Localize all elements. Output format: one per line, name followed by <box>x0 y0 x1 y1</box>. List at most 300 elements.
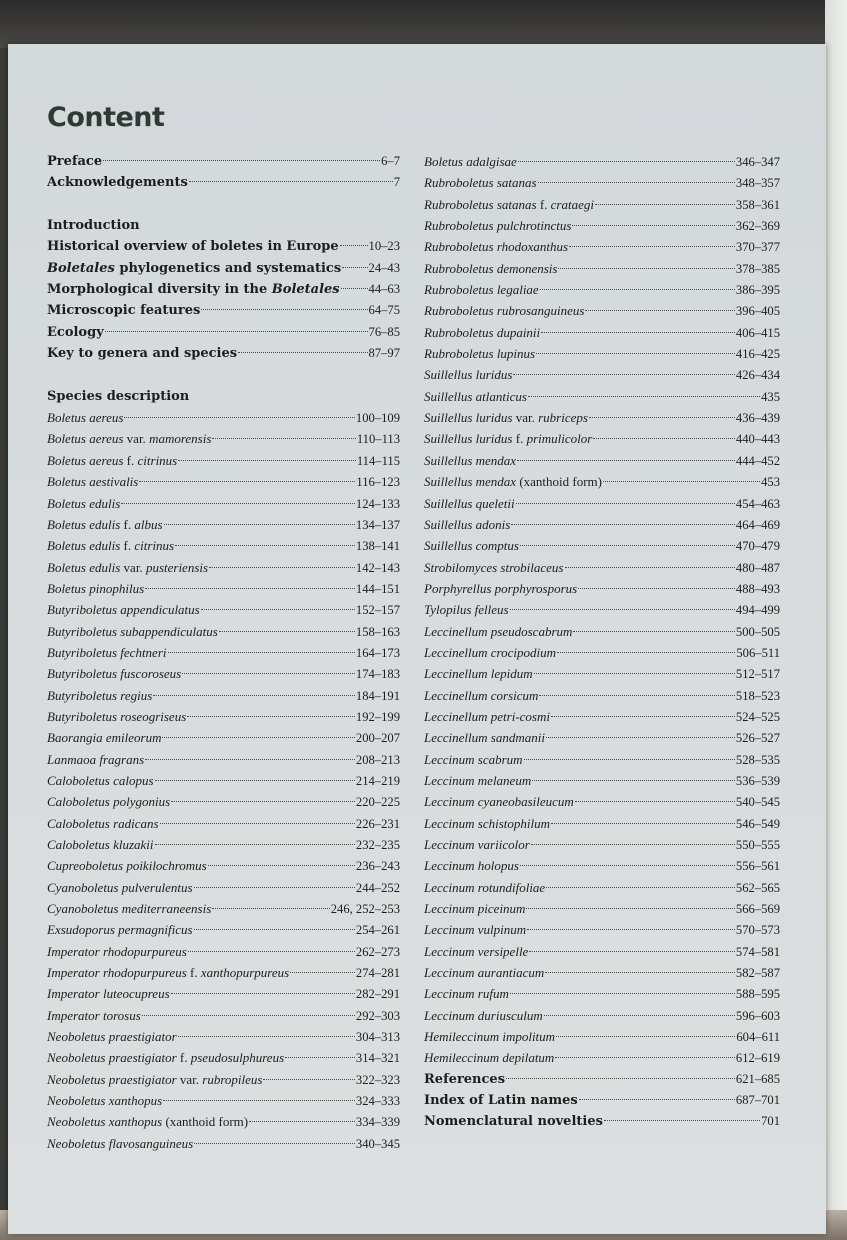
species-name: Introduction <box>47 218 140 234</box>
species-name: Leccinum piceinum <box>424 901 526 917</box>
page-range: 550–555 <box>735 838 780 852</box>
toc-entry[interactable] <box>47 855 400 876</box>
page-range: 262–273 <box>355 944 400 959</box>
toc-entry[interactable] <box>424 813 780 834</box>
species-name: Suillellus comptus <box>424 538 519 554</box>
toc-entry[interactable] <box>47 493 400 514</box>
rank-qualifier: (xanthoid form) <box>162 1114 249 1130</box>
species-name: Strobilomyces strobilaceus <box>424 559 564 575</box>
toc-entry[interactable] <box>424 983 780 1004</box>
toc-entry-title <box>424 407 588 428</box>
dot-leader <box>593 438 735 439</box>
toc-entry[interactable] <box>47 172 400 193</box>
toc-entry[interactable] <box>47 1111 400 1132</box>
page-range: 621–685 <box>735 1071 780 1086</box>
toc-entry[interactable] <box>47 236 400 257</box>
page-range: 346–347 <box>735 155 780 169</box>
toc-entry-title <box>47 535 174 556</box>
dot-leader <box>513 374 734 375</box>
toc-entry[interactable] <box>424 343 780 364</box>
infraspecific-name: mamorensis <box>149 431 212 447</box>
toc-entry[interactable] <box>47 1090 400 1111</box>
toc-entry[interactable] <box>424 386 780 407</box>
page-range: 184–191 <box>355 688 400 703</box>
toc-entry[interactable] <box>47 450 400 471</box>
dot-leader <box>524 759 735 760</box>
species-name: Rubroboletus demonensis <box>424 260 558 276</box>
species-name: Leccinellum corsicum <box>424 687 539 703</box>
infraspecific-name: rubropileus <box>202 1071 263 1087</box>
infraspecific-name: citrinus <box>137 452 178 468</box>
dot-leader <box>546 887 735 888</box>
toc-entry[interactable] <box>47 514 400 535</box>
page-range: 562–565 <box>735 880 780 895</box>
toc-entry[interactable] <box>47 983 400 1004</box>
species-name: Boletus edulis <box>47 559 121 575</box>
toc-entry[interactable] <box>47 428 400 449</box>
toc-entry[interactable] <box>424 621 780 642</box>
toc-spacer <box>47 194 400 215</box>
dot-leader <box>164 524 355 525</box>
toc-section-heading <box>47 215 400 236</box>
toc-entry[interactable] <box>424 791 780 812</box>
page-range: 152–157 <box>355 603 400 618</box>
toc-entry[interactable] <box>424 962 780 983</box>
toc-entry[interactable] <box>424 834 780 855</box>
toc-entry-title <box>47 1090 162 1111</box>
page-range: 596–603 <box>735 1008 780 1023</box>
page-range: 322–323 <box>355 1072 400 1087</box>
page-range: 386–395 <box>735 283 780 298</box>
toc-entry-title <box>47 1026 177 1047</box>
species-name: Neoboletus praestigiator <box>47 1071 177 1087</box>
toc-entry[interactable] <box>47 941 400 962</box>
toc-entry[interactable] <box>424 877 780 898</box>
dot-leader <box>551 716 735 717</box>
toc-entry[interactable] <box>47 663 400 684</box>
species-name: Tylopilus felleus <box>424 602 509 618</box>
toc-entry[interactable] <box>424 770 780 791</box>
page-range: 370–377 <box>735 240 780 255</box>
toc-entry-title <box>424 428 592 449</box>
page-range: 556–561 <box>735 859 780 874</box>
toc-entry[interactable] <box>424 215 780 236</box>
toc-entry-title <box>424 535 519 556</box>
page-range: 612–619 <box>735 1051 780 1066</box>
page-range: 10–23 <box>368 239 400 254</box>
species-name: Leccinum vulpinum <box>424 922 527 938</box>
species-name: Boletus aereus <box>47 431 124 447</box>
dot-leader <box>540 289 735 290</box>
toc-entry-title <box>424 898 525 919</box>
photo-background-right <box>825 0 847 1240</box>
page-range: 340–345 <box>355 1136 400 1151</box>
dot-leader <box>572 225 734 226</box>
toc-entry[interactable] <box>47 578 400 599</box>
page-range: 214–219 <box>355 773 400 788</box>
toc-left-column <box>47 151 400 1154</box>
page-range: 464–469 <box>735 517 780 532</box>
page-range: 134–137 <box>355 517 400 532</box>
toc-entry[interactable] <box>47 685 400 706</box>
rank-qualifier: f. <box>123 452 138 468</box>
infraspecific-name: albus <box>134 516 163 532</box>
species-name: Suillellus mendax <box>424 474 517 490</box>
page-range: 358–361 <box>735 197 780 212</box>
species-name: Hemileccinum depilatum <box>424 1050 555 1066</box>
species-name: Imperator torosus <box>47 1007 141 1023</box>
toc-entry-title <box>424 685 538 706</box>
dot-leader <box>201 609 355 610</box>
toc-entry[interactable] <box>47 1005 400 1026</box>
toc-entry[interactable] <box>47 1026 400 1047</box>
species-name: Neoboletus flavosanguineus <box>47 1135 194 1151</box>
toc-entry-title <box>424 813 550 834</box>
toc-entry[interactable] <box>47 258 400 279</box>
species-name: Leccinum cyaneobasileucum <box>424 794 574 810</box>
dot-leader <box>171 993 355 994</box>
toc-entry[interactable] <box>47 1069 400 1090</box>
toc-entry[interactable] <box>47 749 400 770</box>
dot-leader <box>219 631 355 632</box>
species-name: Species description <box>47 388 190 404</box>
toc-entry[interactable] <box>424 642 780 663</box>
page-range: 274–281 <box>355 966 400 981</box>
toc-entry[interactable] <box>424 1005 780 1026</box>
toc-entry[interactable] <box>424 407 780 428</box>
toc-entry-title <box>424 791 574 812</box>
page-range: 500–505 <box>735 624 780 639</box>
dot-leader <box>340 245 368 246</box>
species-name: Imperator rhodopurpureus <box>47 943 187 959</box>
dot-leader <box>531 844 735 845</box>
toc-entry-title <box>47 151 102 172</box>
toc-entry[interactable] <box>47 279 400 300</box>
toc-entry-title <box>424 749 523 770</box>
dot-leader <box>603 481 760 482</box>
species-name: Microscopic features <box>47 303 201 319</box>
toc-entry[interactable] <box>424 535 780 556</box>
page-range: 570–573 <box>735 923 780 938</box>
toc-entry-title <box>47 322 104 343</box>
toc-entry[interactable] <box>424 898 780 919</box>
dot-leader <box>510 993 735 994</box>
toc-right-column <box>424 151 780 1133</box>
page-range: 24–43 <box>368 260 400 275</box>
toc-entry-title <box>424 834 530 855</box>
toc-entry-title <box>47 407 123 428</box>
toc-entry-title <box>47 1069 262 1090</box>
page-range: 588–595 <box>735 987 780 1002</box>
toc-entry-title <box>47 258 341 279</box>
rank-qualifier: var. <box>512 410 539 426</box>
toc-entry[interactable] <box>424 428 780 449</box>
species-name: Imperator luteocupreus <box>47 986 170 1002</box>
toc-entry[interactable] <box>47 642 400 663</box>
page-range: 282–291 <box>355 987 400 1002</box>
species-name: Boletus edulis <box>47 495 121 511</box>
toc-entry-title <box>47 983 170 1004</box>
toc-entry[interactable] <box>424 578 780 599</box>
toc-entry[interactable] <box>47 791 400 812</box>
dot-leader <box>539 695 734 696</box>
toc-section-heading <box>47 386 400 407</box>
dot-leader <box>105 331 368 332</box>
toc-entry-title <box>424 770 531 791</box>
infraspecific-name: pusteriensis <box>145 559 209 575</box>
toc-entry[interactable] <box>424 749 780 770</box>
toc-entry-title <box>424 279 539 300</box>
toc-entry-title <box>424 258 557 279</box>
rank-qualifier: (xanthoid form) <box>516 474 602 490</box>
page-range: 436–439 <box>735 411 780 426</box>
toc-entry[interactable] <box>424 450 780 471</box>
toc-entry[interactable] <box>424 727 780 748</box>
toc-entry[interactable] <box>424 1069 780 1090</box>
infraspecific-name: pseudosulphureus <box>190 1050 285 1066</box>
species-name: Butyriboletus fuscoroseus <box>47 666 182 682</box>
toc-entry-title <box>47 279 340 300</box>
toc-entry[interactable] <box>424 471 780 492</box>
toc-entry-title <box>424 1047 554 1068</box>
toc-entry[interactable] <box>424 172 780 193</box>
page-range: 100–109 <box>355 411 400 426</box>
toc-entry[interactable] <box>424 941 780 962</box>
page-range: 512–517 <box>735 667 780 682</box>
page-range: 426–434 <box>735 368 780 383</box>
dot-leader <box>238 352 367 353</box>
toc-entry-title <box>424 300 584 321</box>
toc-entry[interactable] <box>424 1090 780 1111</box>
species-name: Suillellus queletii <box>424 495 515 511</box>
dot-leader <box>529 951 735 952</box>
species-name: References <box>424 1071 506 1087</box>
dot-leader <box>518 161 735 162</box>
toc-entry-title <box>47 300 200 321</box>
dot-leader <box>178 1036 355 1037</box>
species-name: Porphyrellus porphyrosporus <box>424 580 578 596</box>
species-name: Suillellus luridus <box>424 367 513 383</box>
toc-entry[interactable] <box>424 364 780 385</box>
book-page <box>8 44 826 1234</box>
toc-entry[interactable] <box>47 557 400 578</box>
dot-leader <box>249 1121 355 1122</box>
page-range: 701 <box>761 1114 780 1129</box>
dot-leader <box>142 1015 355 1016</box>
toc-entry-title <box>424 1005 543 1026</box>
dot-leader <box>536 353 735 354</box>
species-name: Butyriboletus subappendiculatus <box>47 623 218 639</box>
toc-entry[interactable] <box>424 706 780 727</box>
toc-entry-title <box>47 172 188 193</box>
toc-entry[interactable] <box>424 557 780 578</box>
toc-entry[interactable] <box>424 919 780 940</box>
toc-entry[interactable] <box>47 727 400 748</box>
page-range: 44–63 <box>368 282 400 297</box>
dot-leader <box>171 801 355 802</box>
dot-leader <box>194 929 355 930</box>
toc-entry-title <box>47 663 181 684</box>
toc-entry-title <box>424 855 519 876</box>
toc-entry[interactable] <box>47 343 400 364</box>
toc-entry-title <box>47 493 120 514</box>
toc-entry-title <box>47 215 140 236</box>
toc-entry[interactable] <box>424 236 780 257</box>
toc-entry[interactable] <box>424 151 780 172</box>
toc-entry-title <box>47 727 161 748</box>
dot-leader <box>556 1036 735 1037</box>
toc-entry-title <box>424 1069 505 1090</box>
page-range: 304–313 <box>355 1030 400 1045</box>
dot-leader <box>124 417 355 418</box>
species-name: Caloboletus kluzakii <box>47 837 154 852</box>
toc-entry-title <box>47 428 211 449</box>
title-italic-text: Boletales <box>47 260 115 276</box>
species-name: Lanmaoa fragrans <box>47 751 145 767</box>
toc-entry[interactable] <box>47 919 400 940</box>
page-range: 232–235 <box>355 838 400 852</box>
species-name: Rubroboletus satanas <box>424 196 537 212</box>
rank-qualifier: var. <box>176 1071 203 1087</box>
toc-entry[interactable] <box>47 962 400 983</box>
toc-entry[interactable] <box>47 1047 400 1068</box>
toc-entry-title <box>47 236 339 257</box>
page-range: 226–231 <box>355 816 400 831</box>
toc-entry-title <box>424 1090 578 1111</box>
title-text: phylogenetics and systematics <box>114 260 342 276</box>
species-name: Baorangia emileorum <box>47 730 162 746</box>
rank-qualifier: f. <box>120 516 135 532</box>
toc-entry-title <box>424 172 537 193</box>
toc-entry[interactable] <box>424 493 780 514</box>
dot-leader <box>209 567 355 568</box>
toc-entry[interactable] <box>47 813 400 834</box>
page-range: 142–143 <box>355 560 400 575</box>
toc-entry[interactable] <box>47 877 400 898</box>
toc-entry-title <box>424 1026 555 1047</box>
toc-entry[interactable] <box>424 855 780 876</box>
species-name: Nomenclatural novelties <box>424 1114 603 1130</box>
toc-entry[interactable] <box>47 322 400 343</box>
page-range: 546–549 <box>735 816 780 831</box>
page-range: 454–463 <box>735 496 780 511</box>
species-name: Rubroboletus satanas <box>424 175 537 191</box>
dot-leader <box>187 716 355 717</box>
page-range: 164–173 <box>355 645 400 660</box>
toc-entry-title <box>424 364 512 385</box>
species-name: Leccinum rotundifoliae <box>424 879 546 895</box>
page-range: 64–75 <box>368 303 400 318</box>
toc-entry[interactable] <box>424 1026 780 1047</box>
toc-entry-title <box>424 642 556 663</box>
species-name: Boletus aereus <box>47 452 124 468</box>
photo-background-top <box>0 0 847 48</box>
toc-entry[interactable] <box>47 1133 400 1154</box>
toc-entry[interactable] <box>424 1047 780 1068</box>
dot-leader <box>155 844 355 845</box>
toc-entry-title <box>47 962 289 983</box>
rank-qualifier: f. <box>536 196 551 212</box>
dot-leader <box>555 1057 735 1058</box>
toc-entry-title <box>47 898 211 919</box>
toc-entry-title <box>47 941 187 962</box>
infraspecific-name: rubriceps <box>538 410 588 426</box>
dot-leader <box>575 801 735 802</box>
page-range: 416–425 <box>735 347 780 362</box>
toc-entry[interactable] <box>424 599 780 620</box>
dot-leader <box>341 288 368 289</box>
toc-entry[interactable] <box>47 407 400 428</box>
species-name: Rubroboletus pulchrotinctus <box>424 218 572 234</box>
toc-entry-title <box>47 471 138 492</box>
toc-entry-title <box>47 770 154 791</box>
toc-entry[interactable] <box>47 770 400 791</box>
toc-entry[interactable] <box>47 621 400 642</box>
toc-entry[interactable] <box>47 535 400 556</box>
toc-entry-title <box>47 642 167 663</box>
species-name: Leccinellum lepidum <box>424 666 533 682</box>
species-name: Leccinum variicolor <box>424 837 530 852</box>
toc-entry[interactable] <box>424 300 780 321</box>
page-range: 444–452 <box>735 453 780 468</box>
species-name: Leccinum holopus <box>424 858 519 874</box>
toc-entry-title <box>47 855 207 876</box>
toc-entry[interactable] <box>424 1111 780 1132</box>
infraspecific-name: citrinus <box>134 538 175 554</box>
rank-qualifier: var. <box>123 431 150 447</box>
species-name: Boletus edulis <box>47 538 121 554</box>
page-range: 244–252 <box>355 880 400 895</box>
species-name: Rubroboletus lupinus <box>424 346 536 362</box>
page-range: 314–321 <box>355 1051 400 1066</box>
toc-entry-title <box>47 578 144 599</box>
toc-entry[interactable] <box>424 194 780 215</box>
dot-leader <box>208 865 355 866</box>
toc-entry[interactable] <box>424 685 780 706</box>
toc-entry[interactable] <box>47 706 400 727</box>
toc-entry[interactable] <box>424 279 780 300</box>
page-range: 7 <box>393 175 400 190</box>
species-name: Leccinum aurantiacum <box>424 965 545 981</box>
species-name: Boletus edulis <box>47 516 121 532</box>
toc-entry-title <box>424 727 545 748</box>
rank-qualifier: f. <box>186 965 201 981</box>
species-name: Suillellus mendax <box>424 452 517 468</box>
species-name: Rubroboletus dupainii <box>424 324 541 340</box>
species-name: Leccinum duriusculum <box>424 1007 543 1023</box>
toc-entry[interactable] <box>47 898 400 919</box>
toc-entry[interactable] <box>47 834 400 855</box>
dot-leader <box>557 652 735 653</box>
toc-entry[interactable] <box>47 599 400 620</box>
species-name: Cupreoboletus poikilochromus <box>47 858 207 874</box>
toc-entry[interactable] <box>47 300 400 321</box>
toc-entry[interactable] <box>47 471 400 492</box>
page-range: 144–151 <box>355 581 400 596</box>
page-range: 528–535 <box>735 752 780 767</box>
toc-entry[interactable] <box>47 151 400 172</box>
dot-leader <box>604 1120 760 1121</box>
toc-entry[interactable] <box>424 514 780 535</box>
toc-entry-title <box>424 471 602 492</box>
dot-leader <box>510 609 735 610</box>
toc-entry[interactable] <box>424 663 780 684</box>
page-range: 574–581 <box>735 944 780 959</box>
page-range: 114–115 <box>356 453 400 468</box>
toc-entry[interactable] <box>424 322 780 343</box>
toc-entry[interactable] <box>424 258 780 279</box>
toc-entry-title <box>47 791 170 812</box>
